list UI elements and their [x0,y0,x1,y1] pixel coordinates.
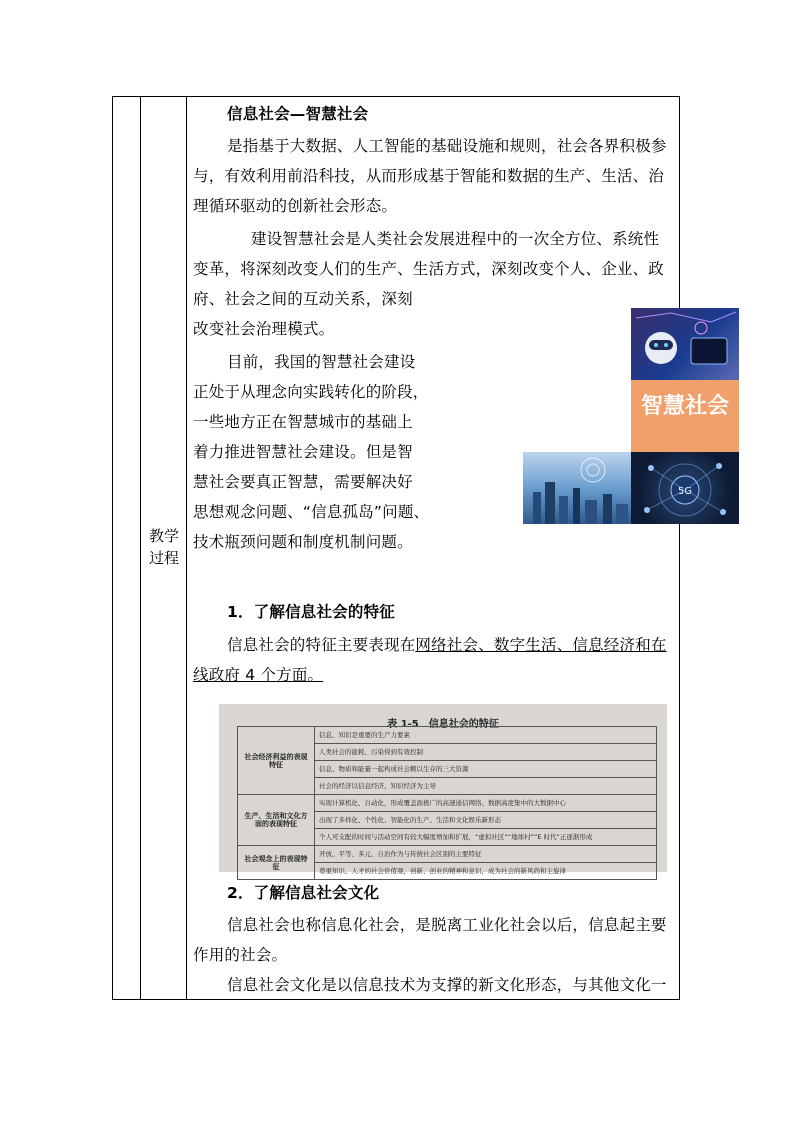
features-table [237,726,657,880]
table-header-cell: 生产、生活和文化方面的表现特征 [238,795,315,846]
paragraph-line: 变革，将深刻改变人们的生产、生活方式，深刻改变个人、企业、政 [193,260,665,278]
paragraph-line: 一些地方正在智慧城市的基础上 [193,413,413,431]
table-cell: 开放、平等、多元、自治作为与传统社会区别的主要特征 [315,846,657,863]
table-cell: 实现计算机化、自动化，形成覆盖面极广的高速通信网络、数据高度集中的大数据中心 [315,795,657,812]
paragraph-line: 技术瓶颈问题和制度机制问题。 [193,533,413,551]
section-title: 1．了解信息社会的特征 [227,603,395,621]
paragraph-line: 正处于从理念向实践转化的阶段， [193,383,429,401]
paragraph-line: 目前，我国的智慧社会建设 [227,353,416,371]
paragraph-line: 信息社会文化是以信息技术为支撑的新文化形态，与其他文化一 [227,976,667,994]
collage-title: 智慧社会 [631,380,739,452]
lesson-table [112,96,729,1000]
paragraph-line: 着力推进智慧社会建设。但是智 [193,443,413,461]
paragraph-line: 思想观念问题、“信息孤岛”问题、 [193,503,430,521]
paragraph-line: 改变社会治理模式。 [193,320,335,338]
paragraph-line: 府、社会之间的互动关系，深刻 [193,290,413,308]
table-header-cell: 社会观念上的表现特征 [238,846,315,880]
5g-image [631,452,739,524]
section-title: 2．了解信息社会文化 [227,884,380,902]
table-row [238,727,657,744]
text-run: 信息社会的特征主要表现在 [227,636,416,654]
table-cell: 信息、物质和能量一起构成社会赖以生存的三大资源 [315,761,657,778]
5g-badge-text: 5G [677,486,693,497]
paragraph-line: 是指基于大数据、人工智能的基础设施和规则，社会各界积极参 [227,137,667,155]
table-row [238,795,657,812]
table-row [238,846,657,863]
paragraph-line: 建设智慧社会是人类社会发展进程中的一次全方位、系统性 [251,230,660,248]
table-cell: 信息、知识是重要的生产力要素 [315,727,657,744]
smart-society-collage [523,308,739,524]
row-label: 教学过程 [148,527,179,567]
paragraph-line: 作用的社会。 [193,946,288,964]
table-header-cell: 社会经济利益的表现特征 [238,727,315,795]
paragraph-line: 慧社会要真正智慧，需要解决好 [193,473,413,491]
city-image [523,452,631,524]
column-divider [140,97,141,999]
features-table-image [219,704,667,875]
robot-image [631,308,739,380]
paragraph-line: 信息社会也称信息化社会，是脱离工业化社会以后，信息起主要 [227,916,667,934]
heading: 信息社会—智慧社会 [227,105,369,123]
underlined-text: 网络社会、数字生活、信息经济和在 [415,636,667,654]
paragraph-line: 理循环驱动的创新社会形态。 [193,197,398,215]
table-cell: 社会的经济以信息经济、知识经济为主导 [315,778,657,795]
paragraph-line [227,630,667,660]
paragraph-line: 与，有效利用前沿科技，从而形成基于智能和数据的生产、生活、治 [193,167,665,185]
table-cell: 个人可支配的时间与活动空间有较大幅度增加和扩展，“虚拟社区”“地球村”“E 时代”正逐渐形成 [315,829,657,846]
paragraph-line: 线政府 4 个方面。 [193,666,324,684]
table-title: 表 1-5 信息社会的特征 [387,719,499,730]
table-cell: 尊重知识、人才的社会价值观，创新、创业的精神和意识，成为社会的新风尚和主旋律 [315,863,657,880]
table-cell: 人类社会的能耗、污染得到有效控制 [315,744,657,761]
table-cell: 出现了多样化、个性化、智能化的生产、生活和文化娱乐新形态 [315,812,657,829]
column-divider [186,97,187,999]
